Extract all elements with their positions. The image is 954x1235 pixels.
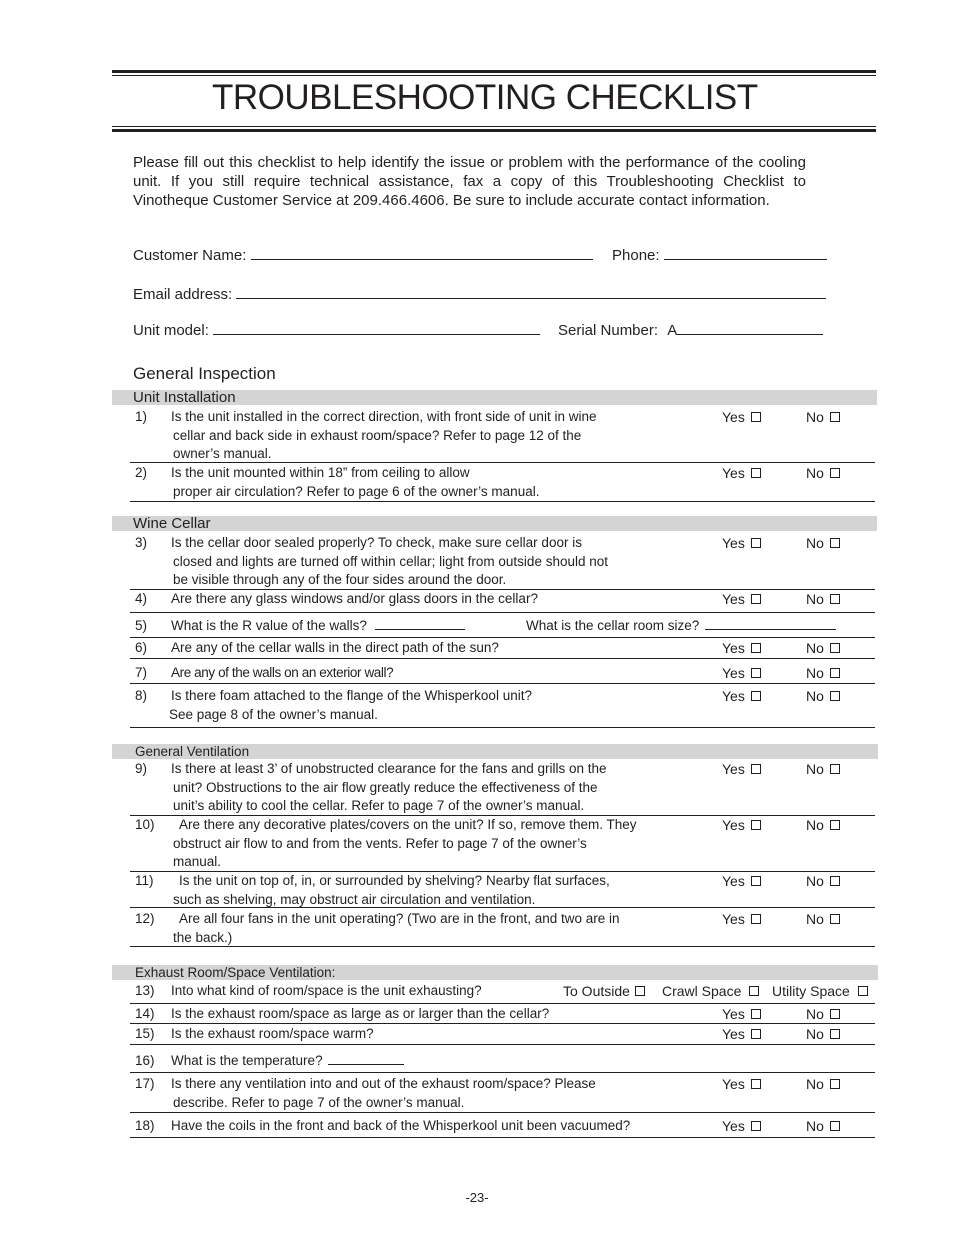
row-divider: [130, 462, 875, 463]
question-number: 4): [135, 591, 148, 606]
yes-checkbox[interactable]: [751, 876, 761, 886]
yes-label: Yes: [722, 688, 745, 704]
question-line: Into what kind of room/space is the unit exhausting?: [171, 983, 482, 998]
question-number: 14): [135, 1006, 155, 1021]
question-line: Is there any ventilation into and out of the exhaust room/space? Please: [171, 1076, 596, 1091]
section-title: Exhaust Room/Space Ventilation:: [135, 965, 336, 980]
yes-checkbox[interactable]: [751, 1029, 761, 1039]
question-text[interactable]: [171, 1052, 404, 1071]
yes-option[interactable]: [722, 665, 761, 682]
yes-checkbox[interactable]: [751, 820, 761, 830]
section-band-unit-installation: [112, 390, 877, 405]
general-inspection-heading: General Inspection: [133, 364, 276, 383]
yes-label: Yes: [722, 817, 745, 833]
yes-label: Yes: [722, 465, 745, 481]
no-option[interactable]: [806, 665, 840, 682]
question-line: unit’s ability to cool the cellar. Refer to page 7 of the owner’s manual.: [173, 798, 585, 814]
yes-checkbox[interactable]: [751, 468, 761, 478]
question-number: 3): [135, 535, 148, 550]
question-text: [171, 687, 532, 724]
question-text: [171, 590, 538, 609]
phone-field[interactable]: [612, 246, 827, 264]
yes-label: Yes: [722, 665, 745, 681]
yes-option[interactable]: [722, 409, 761, 426]
no-checkbox[interactable]: [830, 643, 840, 653]
question-line: Are any of the cellar walls in the direct path of the sun?: [171, 640, 499, 655]
question-number: 9): [135, 761, 148, 776]
yes-label: Yes: [722, 640, 745, 656]
question-line: Have the coils in the front and back of the Whisperkool unit been vacuumed?: [171, 1118, 631, 1133]
no-label: No: [806, 761, 824, 777]
question-number: 13): [135, 983, 155, 998]
page-title: TROUBLESHOOTING CHECKLIST: [212, 78, 758, 117]
phone-label: Phone:: [612, 247, 660, 264]
question-number: 17): [135, 1076, 155, 1091]
r-value-line[interactable]: [375, 618, 465, 630]
question-line: Is there at least 3’ of unobstructed clearance for the fans and grills on the: [171, 761, 607, 776]
question-text: [173, 816, 637, 872]
question-text: [173, 872, 610, 909]
email-label: Email address:: [133, 286, 233, 303]
no-label: No: [806, 911, 824, 927]
no-option[interactable]: [806, 409, 840, 426]
no-checkbox[interactable]: [830, 1079, 840, 1089]
no-label: No: [806, 535, 824, 551]
question-line: Are there any glass windows and/or glass doors in the cellar?: [171, 591, 538, 606]
no-option[interactable]: [806, 761, 840, 778]
row-divider: [130, 612, 875, 613]
customer-name-field[interactable]: [133, 246, 593, 264]
question-line: Is the unit installed in the correct direction, with front side of unit in wine: [171, 409, 597, 424]
no-option[interactable]: [806, 591, 840, 608]
serial-number-line[interactable]: [677, 321, 823, 335]
no-checkbox[interactable]: [830, 1009, 840, 1019]
unit-model-field[interactable]: [133, 321, 540, 339]
no-checkbox[interactable]: [830, 1121, 840, 1131]
question-text: [171, 408, 596, 464]
no-label: No: [806, 640, 824, 656]
no-option[interactable]: [806, 535, 840, 552]
page-number: -23-: [465, 1190, 489, 1205]
question-text: [171, 1005, 549, 1024]
no-label: No: [806, 1118, 824, 1134]
yes-checkbox[interactable]: [751, 914, 761, 924]
option-label: Crawl Space: [662, 983, 742, 999]
no-label: No: [806, 409, 824, 425]
yes-option[interactable]: [722, 761, 761, 778]
row-divider: [130, 1044, 875, 1045]
row-divider: [130, 727, 875, 728]
question-number: 8): [135, 688, 148, 703]
question-text: [171, 1117, 630, 1136]
question-text: [171, 639, 499, 658]
section-band-wine-cellar: [112, 516, 877, 531]
yes-label: Yes: [722, 1076, 745, 1092]
cellar-size-label: What is the cellar room size?: [526, 618, 700, 633]
question-number: 15): [135, 1026, 155, 1041]
question-text: [171, 664, 393, 683]
row-divider: [130, 946, 875, 947]
yes-label: Yes: [722, 761, 745, 777]
yes-label: Yes: [722, 1026, 745, 1042]
no-option[interactable]: [806, 1026, 840, 1043]
question-text[interactable]: [171, 617, 465, 636]
customer-name-label: Customer Name:: [133, 247, 247, 264]
question-text: [171, 1025, 374, 1044]
email-field[interactable]: [133, 285, 826, 303]
title-rule-thick: [112, 129, 876, 132]
question-line: Is the exhaust room/space as large as or larger than the cellar?: [171, 1006, 550, 1021]
no-label: No: [806, 873, 824, 889]
question-number: 5): [135, 618, 148, 633]
yes-checkbox[interactable]: [751, 668, 761, 678]
no-option[interactable]: [806, 873, 840, 890]
yes-option[interactable]: [722, 1076, 761, 1093]
yes-checkbox[interactable]: [751, 643, 761, 653]
no-option[interactable]: [806, 817, 840, 834]
title-rule-thin: [112, 126, 876, 127]
question-text: [171, 464, 539, 501]
question-line: Is the cellar door sealed properly? To check, make sure cellar door is: [171, 535, 582, 550]
no-checkbox[interactable]: [830, 668, 840, 678]
yes-label: Yes: [722, 409, 745, 425]
section-band-general-ventilation: [112, 744, 878, 759]
yes-label: Yes: [722, 591, 745, 607]
phone-line[interactable]: [664, 246, 827, 260]
unit-model-label: Unit model:: [133, 322, 209, 339]
yes-option[interactable]: [722, 591, 761, 608]
no-option[interactable]: [806, 465, 840, 482]
row-divider: [130, 1112, 875, 1113]
question-line: owner’s manual.: [173, 446, 272, 462]
option-utility-space[interactable]: [772, 983, 868, 1000]
yes-option[interactable]: [722, 1006, 761, 1023]
row-divider: [130, 683, 875, 684]
question-text: [171, 760, 607, 816]
question-line: cellar and back side in exhaust room/space? Refer to page 12 of the: [173, 427, 582, 443]
row-divider: [130, 1003, 875, 1004]
question-number: 6): [135, 640, 148, 655]
row-divider: [130, 907, 875, 908]
serial-number-field[interactable]: [558, 321, 823, 339]
question-line: be visible through any of the four sides around the door.: [173, 572, 507, 588]
question-line: Are there any decorative plates/covers on the unit? If so, remove them. They: [179, 817, 637, 832]
no-checkbox[interactable]: [830, 538, 840, 548]
no-option[interactable]: [806, 1118, 840, 1135]
question-text: [171, 534, 608, 590]
no-checkbox[interactable]: [830, 914, 840, 924]
question-number: 2): [135, 465, 148, 480]
section-title: Wine Cellar: [133, 515, 211, 532]
crawl-space-checkbox[interactable]: [749, 986, 759, 996]
yes-label: Yes: [722, 911, 745, 927]
question-line: obstruct air flow to and from the vents. Refer to page 7 of the owner’s: [173, 835, 587, 851]
question-number: 12): [135, 911, 155, 926]
intro-paragraph: [133, 153, 806, 210]
yes-checkbox[interactable]: [751, 1121, 761, 1131]
question-line: proper air circulation? Refer to page 6 of the owner’s manual.: [173, 483, 540, 499]
row-divider: [130, 501, 875, 502]
yes-option[interactable]: [722, 873, 761, 890]
yes-option[interactable]: [722, 1118, 761, 1135]
yes-checkbox[interactable]: [751, 412, 761, 422]
no-checkbox[interactable]: [830, 594, 840, 604]
serial-number-label: Serial Number:: [558, 322, 659, 339]
no-checkbox[interactable]: [830, 412, 840, 422]
question-number: 7): [135, 665, 148, 680]
yes-option[interactable]: [722, 640, 761, 657]
email-line[interactable]: [236, 285, 826, 299]
question-text: [171, 982, 482, 1001]
question-number: 11): [135, 873, 154, 888]
question-line: Is there foam attached to the flange of the Whisperkool unit?: [171, 688, 532, 703]
to-outside-checkbox[interactable]: [635, 986, 645, 996]
yes-option[interactable]: [722, 817, 761, 834]
yes-checkbox[interactable]: [751, 538, 761, 548]
option-label: To Outside: [563, 983, 630, 999]
question-line: See page 8 of the owner’s manual.: [169, 706, 378, 722]
no-label: No: [806, 465, 824, 481]
no-checkbox[interactable]: [830, 876, 840, 886]
row-divider: [130, 637, 875, 638]
question-line: Are all four fans in the unit operating? (Two are in the front, and two are in: [179, 911, 620, 926]
cellar-size-question[interactable]: [526, 617, 836, 636]
yes-checkbox[interactable]: [751, 1009, 761, 1019]
question-number: 10): [135, 817, 155, 832]
unit-model-line[interactable]: [213, 321, 540, 335]
no-checkbox[interactable]: [830, 764, 840, 774]
intro-text: Please fill out this checklist to help identify the issue or problem with the performance of the cooling unit. If you still require technical assistance, fax a copy of this Troubleshooting Checklist to Vinotheque Customer Service at 209.466.4606. Be sure to include accurate contact information.: [133, 154, 806, 209]
row-divider: [130, 1023, 875, 1024]
yes-option[interactable]: [722, 911, 761, 928]
question-text: [173, 910, 620, 947]
question-line: Is the exhaust room/space warm?: [171, 1026, 374, 1041]
no-label: No: [806, 1076, 824, 1092]
section-title: Unit Installation: [133, 389, 236, 406]
no-option[interactable]: [806, 1006, 840, 1023]
yes-label: Yes: [722, 535, 745, 551]
no-checkbox[interactable]: [830, 691, 840, 701]
question-line: the back.): [173, 929, 233, 945]
utility-space-checkbox[interactable]: [858, 986, 868, 996]
no-option[interactable]: [806, 688, 840, 705]
top-rule-thick: [112, 70, 876, 73]
serial-prefix: A: [667, 322, 678, 339]
yes-label: Yes: [722, 1118, 745, 1134]
row-divider: [130, 658, 875, 659]
no-label: No: [806, 591, 824, 607]
question-number: 16): [135, 1053, 155, 1068]
no-option[interactable]: [806, 640, 840, 657]
yes-option[interactable]: [722, 688, 761, 705]
question-line: describe. Refer to page 7 of the owner’s manual.: [173, 1094, 465, 1110]
question-number: 1): [135, 409, 148, 424]
no-option[interactable]: [806, 911, 840, 928]
no-checkbox[interactable]: [830, 1029, 840, 1039]
no-label: No: [806, 665, 824, 681]
question-line: closed and lights are turned off within cellar; light from outside should not: [173, 553, 608, 569]
cellar-size-line[interactable]: [705, 618, 836, 630]
top-rule-thin: [112, 75, 876, 76]
question-number: 18): [135, 1118, 155, 1133]
customer-name-line[interactable]: [251, 246, 593, 260]
no-label: No: [806, 688, 824, 704]
no-checkbox[interactable]: [830, 820, 840, 830]
no-label: No: [806, 1006, 824, 1022]
question-line: Is the unit mounted within 18” from ceiling to allow: [171, 465, 470, 480]
yes-option[interactable]: [722, 465, 761, 482]
question-line: What is the R value of the walls?: [171, 618, 367, 633]
question-line: unit? Obstructions to the air flow greatly reduce the effectiveness of the: [173, 779, 598, 795]
temperature-line[interactable]: [328, 1053, 404, 1065]
yes-checkbox[interactable]: [751, 691, 761, 701]
yes-checkbox[interactable]: [751, 594, 761, 604]
row-divider: [130, 1072, 875, 1073]
no-label: No: [806, 1026, 824, 1042]
yes-option[interactable]: [722, 535, 761, 552]
yes-label: Yes: [722, 873, 745, 889]
section-title: General Ventilation: [135, 744, 250, 759]
yes-checkbox[interactable]: [751, 1079, 761, 1089]
row-divider: [130, 1137, 875, 1138]
question-line: Are any of the walls on an exterior wall?: [171, 665, 394, 680]
question-text: [171, 1075, 596, 1112]
question-line: manual.: [173, 854, 222, 870]
question-line: Is the unit on top of, in, or surrounded by shelving? Nearby flat surfaces,: [179, 873, 610, 888]
option-crawl-space[interactable]: [662, 983, 759, 1000]
question-line: such as shelving, may obstruct air circulation and ventilation.: [173, 891, 536, 907]
option-label: Utility Space: [772, 983, 850, 999]
option-to-outside[interactable]: [563, 983, 645, 1000]
yes-option[interactable]: [722, 1026, 761, 1043]
yes-label: Yes: [722, 1006, 745, 1022]
no-checkbox[interactable]: [830, 468, 840, 478]
yes-checkbox[interactable]: [751, 764, 761, 774]
question-line: What is the temperature?: [171, 1053, 323, 1068]
no-option[interactable]: [806, 1076, 840, 1093]
section-band-exhaust-ventilation: [112, 965, 878, 980]
no-label: No: [806, 817, 824, 833]
